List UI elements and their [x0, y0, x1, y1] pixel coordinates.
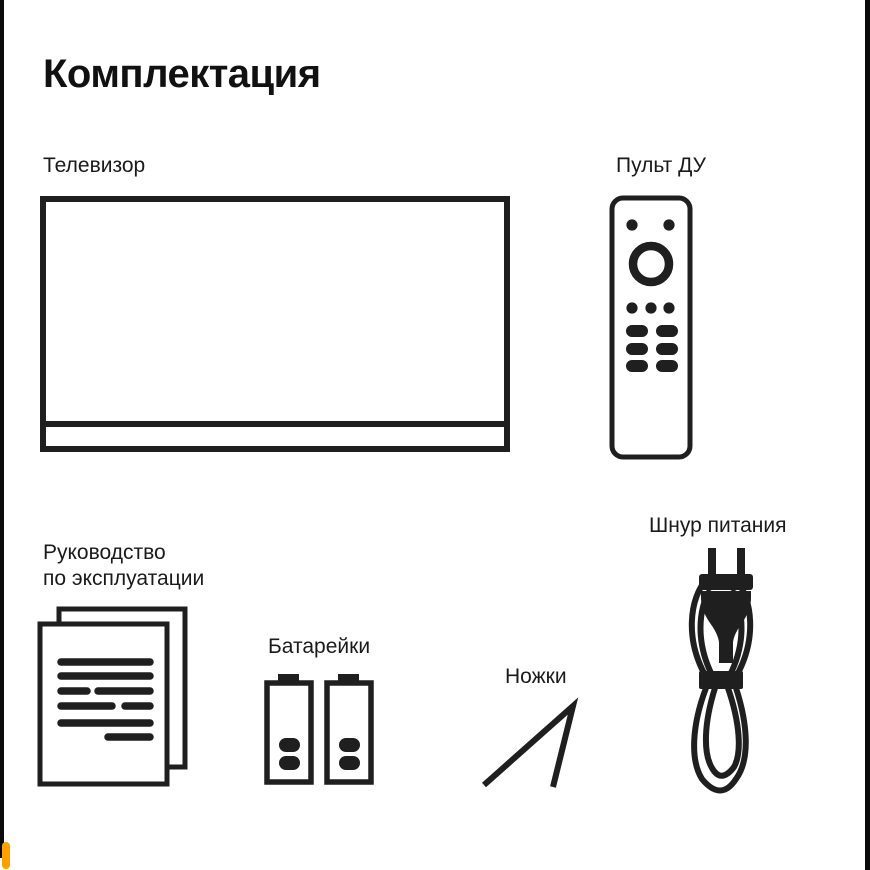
batteries-icon: [260, 670, 380, 788]
left-edge-bar: [0, 0, 4, 858]
cord-label: Шнур питания: [649, 514, 787, 537]
tv-legs-icon: [475, 695, 585, 795]
tv-icon: [38, 195, 513, 457]
manual-label-line2: по эксплуатации: [43, 567, 205, 590]
manual-label-line1: Руководство: [43, 541, 166, 564]
remote-control-icon: [600, 190, 700, 470]
user-manual-icon: [35, 600, 195, 795]
gallery-scroll-indicator: [2, 842, 10, 869]
batteries-label: Батарейки: [268, 635, 371, 658]
power-cord-icon: [630, 540, 850, 800]
manual-label: [43, 540, 204, 592]
remote-label: Пульт ДУ: [616, 154, 706, 177]
tv-label: Телевизор: [43, 154, 146, 177]
legs-label: Ножки: [505, 665, 567, 688]
page-title: Комплектация: [43, 52, 321, 96]
right-edge-bar: [865, 0, 870, 870]
